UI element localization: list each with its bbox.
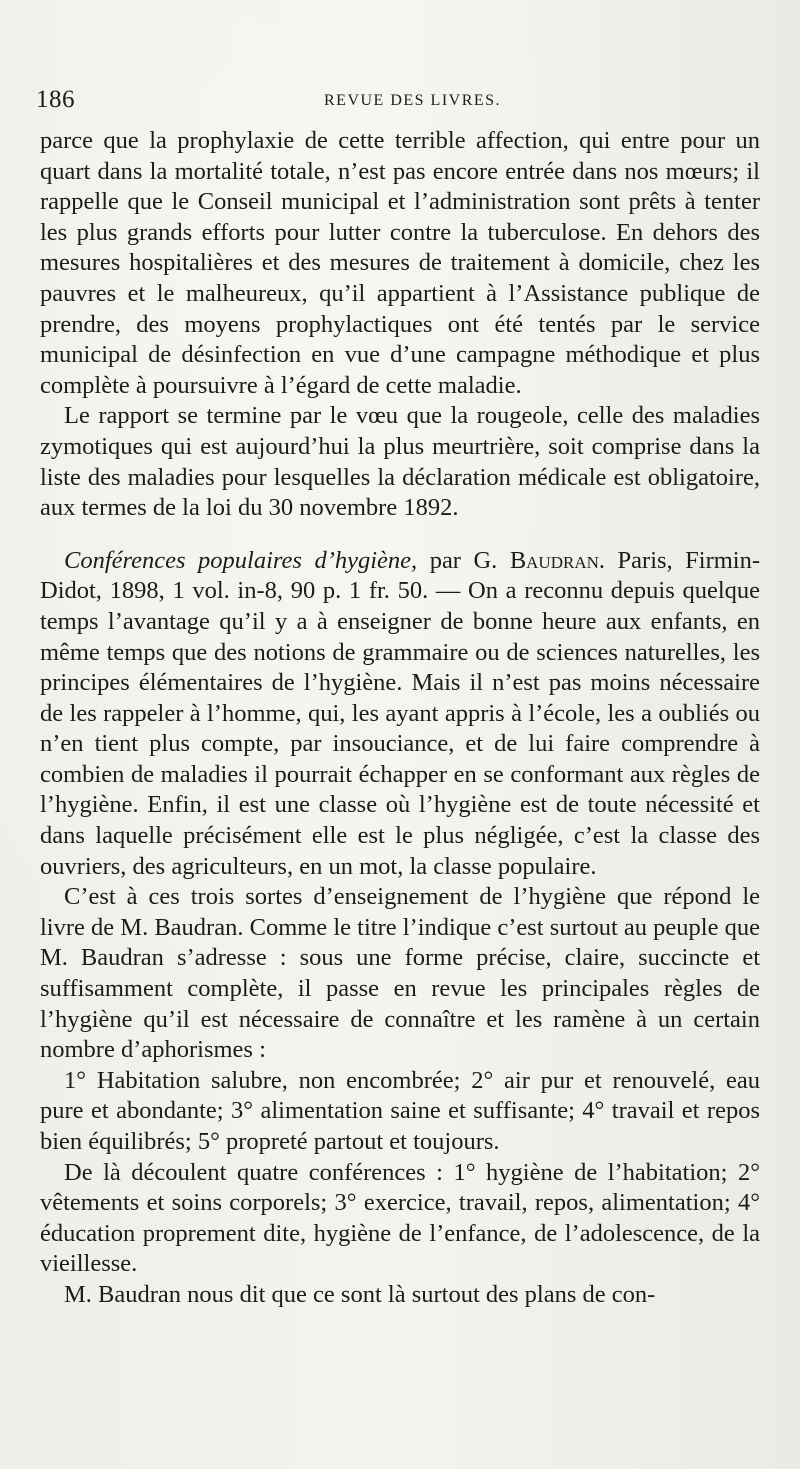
paragraph-aphorismes: 1° Habitation salubre, non encombrée; 2° air pur et renouvelé, eau pure et abondante; 3° alimentation saine et suffisante; 4° travail et repos bien équilibrés; 5° propreté partout et toujours.	[40, 1066, 760, 1155]
paragraph-rapport: Le rapport se termine par le vœu que la rougeole, celle des maladies zymotiques qui est aujourd’hui la plus meurtrière, soit comprise dans la liste des maladies pour lesquelles la déclaration médicale est obligatoire, aux termes de la loi du 30 novembre 1892.	[40, 402, 760, 522]
paragraph-plans: M. Baudran nous dit que ce sont là surtout des plans de con-	[64, 1280, 656, 1308]
book-review-text: Paris, Firmin-Didot, 1898, 1 vol. in-8, 90 p. 1 fr. 50. — On a reconnu depuis quelque temps l’avantage qu’il y a à enseigner de bonne heure aux enfants, en même temps que des notions de grammaire ou de sciences naturelles, les principes élémentaires de l’hygiène. Mais il n’est pas moins nécessaire de les rappeler à l’homme, qui, les ayant appris à l’école, les a oubliés ou n’en tient plus compte, par insouciance, et de lui faire comprendre à combien de maladies il pourrait échapper en se conformant aux règles de l’hygiène. Enfin, il est une classe où l’hygiène est de toute nécessité et dans laquelle précisément elle est le plus négligée, c’est la classe des ouvriers, des agriculteurs, en un mot, la classe populaire.	[40, 546, 761, 880]
page-number: 186	[36, 86, 75, 113]
paragraph-book-review	[40, 546, 760, 883]
running-title: REVUE DES LIVRES.	[324, 92, 502, 109]
page-header	[36, 84, 760, 120]
book-by: par G.	[429, 546, 498, 574]
body-text	[40, 126, 760, 1311]
book-title: Conférences populaires d’hygiène,	[64, 546, 418, 574]
book-author: Baudran.	[509, 546, 606, 574]
paragraph-enseignement: C’est à ces trois sortes d’enseignement de l’hygiène que répond le livre de M. Baudran. Comme le titre l’indique c’est surtout au peuple que M. Baudran s’adresse : sous une forme précise, claire, succincte et suffisamment complète, il passe en revue les principales règles de l’hygiène qu’il est nécessaire de connaître et les ramène à un certain nombre d’aphorismes :	[40, 883, 760, 1064]
paragraph-tuberculosis: parce que la prophylaxie de cette terrible affection, qui entre pour un quart dans la mortalité totale, n’est pas encore entrée dans nos mœurs; il rappelle que le Conseil municipal et l’administration sont prêts à tenter les plus grands efforts pour lutter contre la tuberculose. En dehors des mesures hospitalières et des mesures de traitement à domicile, chez les pauvres et le malheureux, qu’il appartient à l’Assistance publique de prendre, des moyens prophylactiques ont été tentés par le service municipal de désinfection en vue d’une campagne méthodique et plus complète à poursuivre à l’égard de cette maladie.	[40, 127, 760, 399]
paragraph-conferences: De là découlent quatre conférences : 1° hygiène de l’habitation; 2° vêtements et soins corporels; 3° exercice, travail, repos, alimentation; 4° éducation proprement dite, hygiène de l’enfance, de l’adolescence, de la vieillesse.	[40, 1158, 760, 1278]
